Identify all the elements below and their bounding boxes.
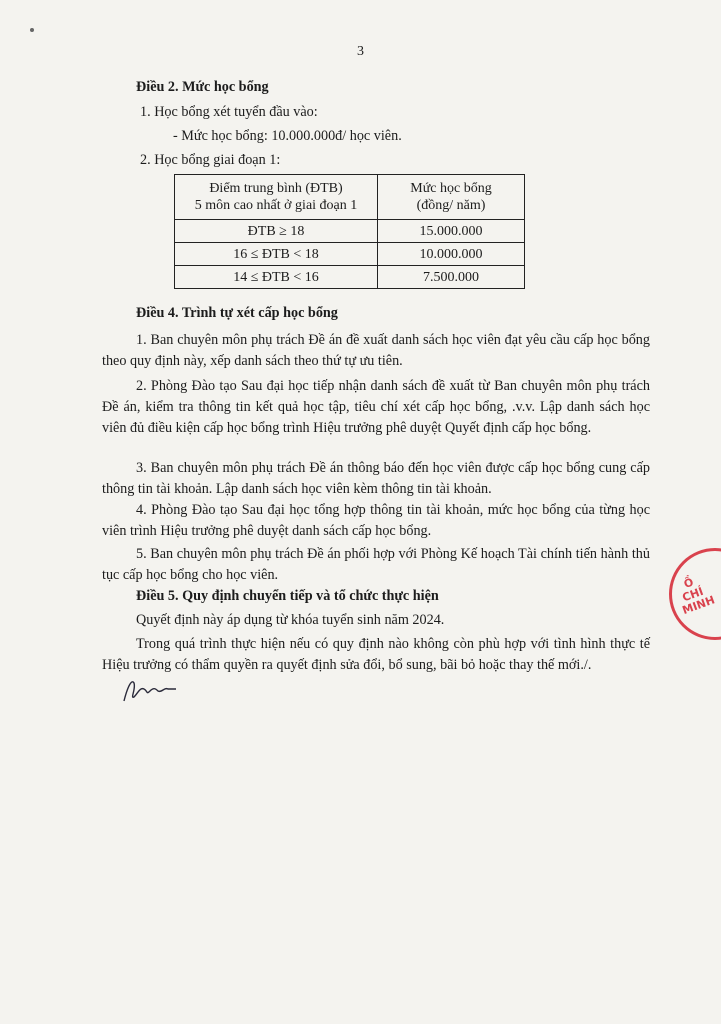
condition-cell: 16 ≤ ĐTB < 18 <box>175 243 378 266</box>
paragraph-text: Quyết định này áp dụng từ khóa tuyển sinh năm 2024. <box>136 612 445 628</box>
header-col1-line2: 5 môn cao nhất ở giai đoạn 1 <box>194 198 358 213</box>
paragraph-text: 3. Ban chuyên môn phụ trách Đề án thông báo đến học viên được cấp học bổng cung cấp thông tin tài khoản. Lập danh sách học viên kèm thông tin tài khoản. <box>102 460 650 497</box>
table-header-row <box>175 175 525 220</box>
table-header-cell <box>378 175 525 220</box>
table-row <box>175 266 525 289</box>
scan-speck <box>30 28 34 32</box>
stamp-text: Ồ CHÍ MINH <box>680 575 717 618</box>
article-4-paragraph <box>102 544 650 586</box>
article-2-item-1-detail: - Mức học bổng: 10.000.000đ/ học viên. <box>173 128 402 144</box>
amount-cell: 15.000.000 <box>378 220 525 243</box>
table-row <box>175 243 525 266</box>
article-4-heading: Điều 4. Trình tự xét cấp học bổng <box>136 305 338 321</box>
page-number: 3 <box>357 44 364 59</box>
article-2-item-2: 2. Học bổng giai đoạn 1: <box>140 152 281 168</box>
article-5-paragraph <box>102 610 650 631</box>
paragraph-text: 2. Phòng Đào tạo Sau đại học tiếp nhận danh sách đề xuất từ Ban chuyên môn phụ trách Đề án, kiểm tra thông tin kết quả học tập, tiêu chí xét cấp học bổng, .v.v. Lập danh sách học viên đủ điều kiện cấp học bổng trình Hiệu trưởng phê duyệt Quyết định cấp học bổng. <box>102 378 650 436</box>
condition-cell: ĐTB ≥ 18 <box>175 220 378 243</box>
article-4-paragraph <box>102 376 650 439</box>
article-2-item-1: 1. Học bổng xét tuyển đầu vào: <box>140 104 318 120</box>
paragraph-text: 1. Ban chuyên môn phụ trách Đề án đề xuất danh sách học viên đạt yêu cầu cấp học bổng theo quy định này, xếp danh sách theo thứ tự ưu tiên. <box>102 332 650 369</box>
header-col2-line1: Mức học bổng <box>410 181 492 196</box>
table-row <box>175 220 525 243</box>
article-2-heading: Điều 2. Mức học bổng <box>136 79 269 95</box>
article-4-paragraph <box>102 330 650 372</box>
condition-cell: 14 ≤ ĐTB < 16 <box>175 266 378 289</box>
article-5-heading: Điều 5. Quy định chuyển tiếp và tổ chức thực hiện <box>136 588 439 604</box>
table-header-cell <box>175 175 378 220</box>
scholarship-table <box>174 174 525 289</box>
article-4-paragraph <box>102 500 650 542</box>
article-5-paragraph <box>102 634 650 676</box>
paragraph-text: Trong quá trình thực hiện nếu có quy định nào không còn phù hợp với tình hình thực tế Hiệu trưởng có thẩm quyền ra quyết định sửa đổi, bổ sung, bãi bỏ hoặc thay thế mới./. <box>102 636 650 673</box>
amount-cell: 10.000.000 <box>378 243 525 266</box>
paragraph-text: 4. Phòng Đào tạo Sau đại học tổng hợp thông tin tài khoản, mức học bổng của từng học viên trình Hiệu trưởng phê duyệt danh sách cấp học bổng. <box>102 502 650 539</box>
signature-mark <box>120 675 180 705</box>
official-stamp <box>669 548 721 640</box>
paragraph-text: 5. Ban chuyên môn phụ trách Đề án phối hợp với Phòng Kế hoạch Tài chính tiến hành thủ tục cấp học bổng cho học viên. <box>102 546 650 583</box>
amount-cell: 7.500.000 <box>378 266 525 289</box>
header-col2-line2: (đồng/ năm) <box>416 198 486 213</box>
article-4-paragraph <box>102 458 650 500</box>
header-col1-line1: Điểm trung bình (ĐTB) <box>209 181 343 196</box>
